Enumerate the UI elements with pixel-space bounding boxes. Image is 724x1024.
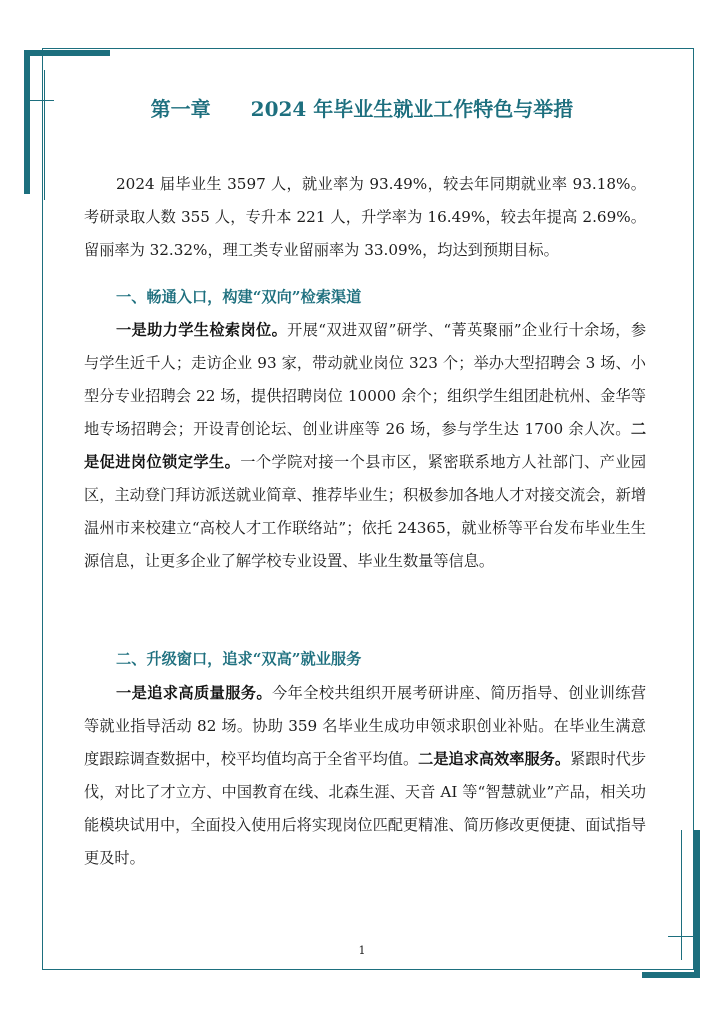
section-1-lead-1: 一是助力学生检索岗位。 [116,321,288,339]
crosshair-ornament-top-left [44,70,45,200]
page-number: 1 [358,944,366,957]
section-2-lead-2: 二是追求高效率服务。 [418,750,571,768]
section-2-paragraph [84,677,646,875]
section-1-text-2: 一个学院对接一个县市区，紧密联系地方人社部门、产业园区，主动登门拜访派送就业简章、推荐毕业生；积极参加各地人才对接交流会，新增温州市来校建立“高校人才工作联络站”；依托 24365，就业桥等平台发布毕业生生源信息，让更多企业了解学校专业设置、毕业生数量等信息。 [84,453,647,570]
section-1-lead-2: 二是促进岗位锁定学生。 [84,420,646,471]
section-1-text-1: 开展“双进双留”研学、“菁英聚丽”企业行十余场，参与学生近千人；走访企业 93 家，带动就业岗位 323 个；举办大型招聘会 3 场、小型分专业招聘会 22 场，提供招聘岗位 10000 余个；组织学生组团赴杭州、金华等地专场招聘会；开设青创论坛、创业讲座等 26 场，参与学生达 1700 余人次。 [84,321,647,438]
section-2-lead-1: 一是追求高质量服务。 [116,684,273,702]
section-heading-2: 二、升级窗口，追求“双高”就业服务 [116,650,362,668]
crosshair-ornament-bottom-right [681,830,682,960]
section-heading-1: 一、畅通入口，构建“双向”检索渠道 [116,288,362,306]
corner-ornament-top-left-bar [24,50,110,56]
section-2-text-2: 紧跟时代步伐，对比了才立方、中国教育在线、北森生涯、天音 AI 等“智慧就业”产品，相关功能模块试用中，全面投入使用后将实现岗位匹配更精准、简历修改更便捷、面试指导更及时。 [84,750,647,867]
intro-paragraph: 2024 届毕业生 3597 人，就业率为 93.49%，较去年同期就业率 93.18%。考研录取人数 355 人，专升本 221 人，升学率为 16.49%，较去年提高 2.69%。留丽率为 32.32%，理工类专业留丽率为 33.09%，均达到预期目标。 [84,175,646,259]
chapter-title: 第一章 2024 年毕业生就业工作特色与举措 [150,97,574,121]
section-1-paragraph [84,314,646,578]
crosshair-ornament-bottom-right-bar [668,936,694,937]
section-2-text-1: 今年全校共组织开展考研讲座、简历指导、创业训练营等就业指导活动 82 场。协助 359 名毕业生成功申领求职创业补贴。在毕业生满意度跟踪调查数据中，校平均值均高于全省平均值。 [84,684,647,768]
corner-ornament-bottom-right-bar [642,972,700,978]
